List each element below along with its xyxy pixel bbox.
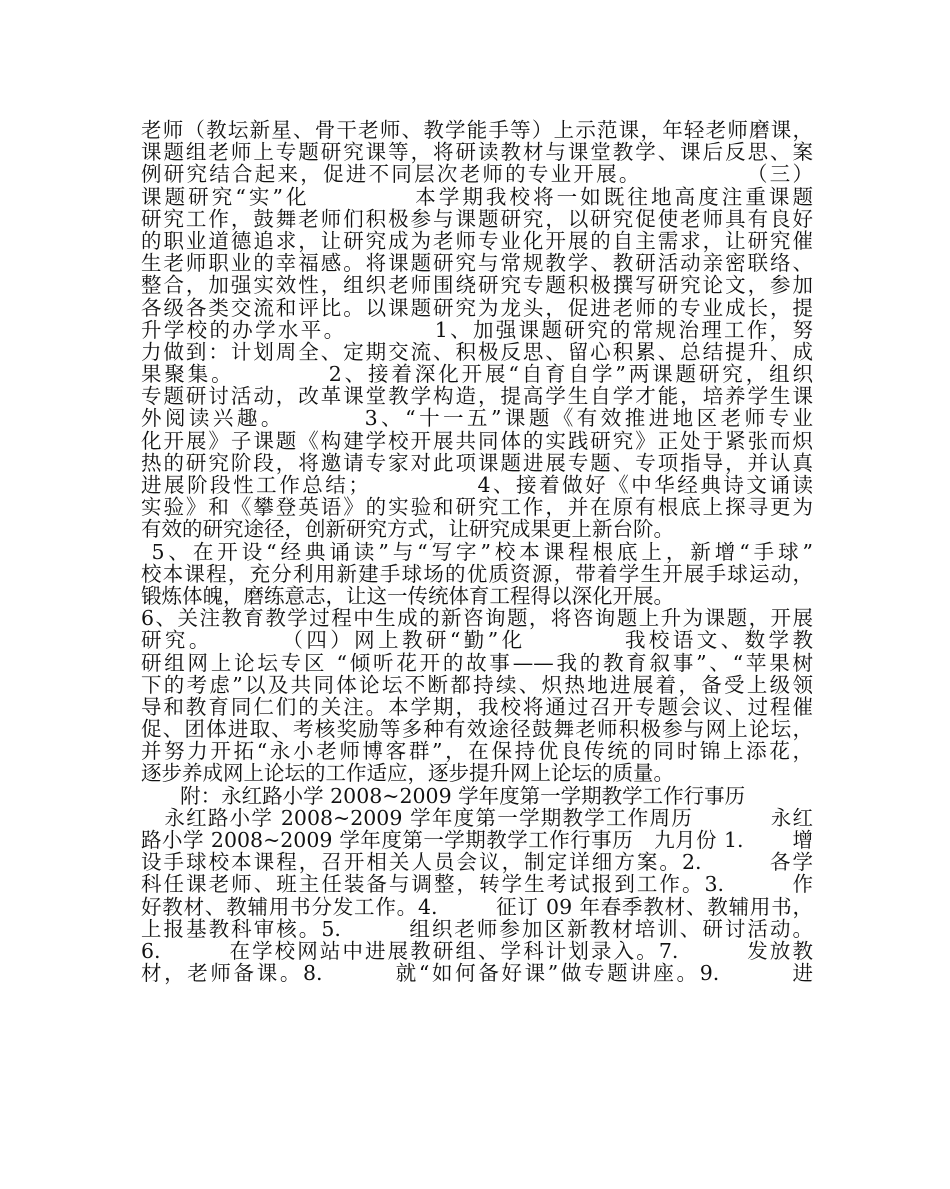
text-line: 校本课程，充分利用新建手球场的优质资源，带着学生开展手球运动， [141,561,813,586]
text-line: 专题研讨活动，改革课堂教学构造，提高学生自学才能，培养学生课 [141,384,813,409]
text-line: 研究工作，鼓舞老师们积极参与课题研究，以研究促使老师具有良好 [141,206,813,231]
text-line: 课题组老师上专题研究课等，将研读教材与课堂教学、课后反思、案 [141,140,813,165]
text-line: 逐步养成网上论坛的工作适应，逐步提升网上论坛的质量。 [141,761,674,786]
text-line: 6. 在学校网站中进展教研组、学科计划录入。7. 发放教 [141,938,813,963]
text-line: 材，老师备课。8. 就“如何备好课”做专题讲座。9. 进 [141,961,813,986]
text-line: 课题研究“实”化 本学期我校将一如既往地高度注重课题 [141,184,813,209]
text-line: 路小学 2008~2009 学年度第一学期教学工作行事历 九月份 1. 增 [141,828,813,852]
text-line: 研究。 （四）网上教研“勤”化 我校语文、数学教 [141,628,813,653]
text-line: 研组网上论坛专区 “倾听花开的故事——我的教育叙事”、“苹果树 [141,650,813,675]
text-line: 锻炼体魄，磨练意志，让这一传统体育工程得以深化开展。 [141,583,674,608]
text-line: 促、团体进取、考核奖励等多种有效途径鼓舞老师积极参与网上论坛， [141,717,813,742]
text-line: 并努力开拓“永小老师博客群”，在保持优良传统的同时锦上添花， [141,739,813,764]
text-line: 外阅读兴趣。 3、“十一五”课题《有效推进地区老师专业 [141,406,813,431]
text-line: 6、关注教育教学过程中生成的新咨询题，将咨询题上升为课题，开展 [141,606,813,631]
text-line: 5、在开设“经典诵读”与“写字”校本课程根底上，新增“手球” [141,539,813,564]
text-line: 科任课老师、班主任装备与调整，转学生考试报到工作。3. 作 [141,872,813,897]
document-page [141,119,813,984]
text-line: 各级各类交流和评比。以课题研究为龙头，促进老师的专业成长，提 [141,295,813,320]
text-line: 好教材、教辅用书分发工作。4. 征订 09 年春季教材、教辅用书， [141,894,813,919]
text-line: 上报基教科审核。5. 组织老师参加区新教材培训、研讨活动。 [141,916,813,941]
text-line: 整合，加强实效性，组织老师围绕研究专题积极撰写研究论文，参加 [141,273,813,298]
text-line: 升学校的办学水平。 1、加强课题研究的常规治理工作，努 [141,317,813,342]
text-line: 进展阶段性工作总结； 4、接着做好《中华经典诗文诵读 [141,473,813,497]
text-line: 老师（教坛新星、骨干老师、教学能手等）上示范课，年轻老师磨课， [141,118,813,142]
text-line: 化开展》子课题《构建学校开展共同体的实践研究》正处于紧张而炽 [141,428,813,453]
text-line: 附：永红路小学 2008~2009 学年度第一学期教学工作行事历 [141,783,746,808]
text-line: 下的考虑”以及共同体论坛不断都持续、炽热地进展着，备受上级领 [141,672,813,697]
text-line: 有效的研究途径，创新研究方式，让研究成果更上新台阶。 [141,517,674,542]
text-line: 力做到：计划周全、定期交流、积极反思、留心积累、总结提升、成 [141,339,813,364]
text-line: 的职业道德追求，让研究成为老师专业化开展的自主需求，让研究催 [141,228,813,253]
text-line: 生老师职业的幸福感。将课题研究与常规教学、教研活动亲密联络、 [141,251,813,276]
text-line: 永红路小学 2008~2009 学年度第一学期教学工作周历 永红 [141,805,813,830]
text-line: 果聚集。 2、接着深化开展“自育自学”两课题研究，组织 [141,362,813,387]
text-line: 导和教育同仁们的关注。本学期，我校将通过召开专题会议、过程催 [141,694,813,719]
text-line: 实验》和《攀登英语》的实验和研究工作，并在原有根底上探寻更为 [141,495,813,520]
text-line: 例研究结合起来，促进不同层次老师的专业开展。 （三） [141,162,813,187]
text-line: 设手球校本课程，召开相关人员会议，制定详细方案。2. 各学 [141,850,813,875]
text-line: 热的研究阶段，将邀请专家对此项课题进展专题、专项指导，并认真 [141,450,813,475]
